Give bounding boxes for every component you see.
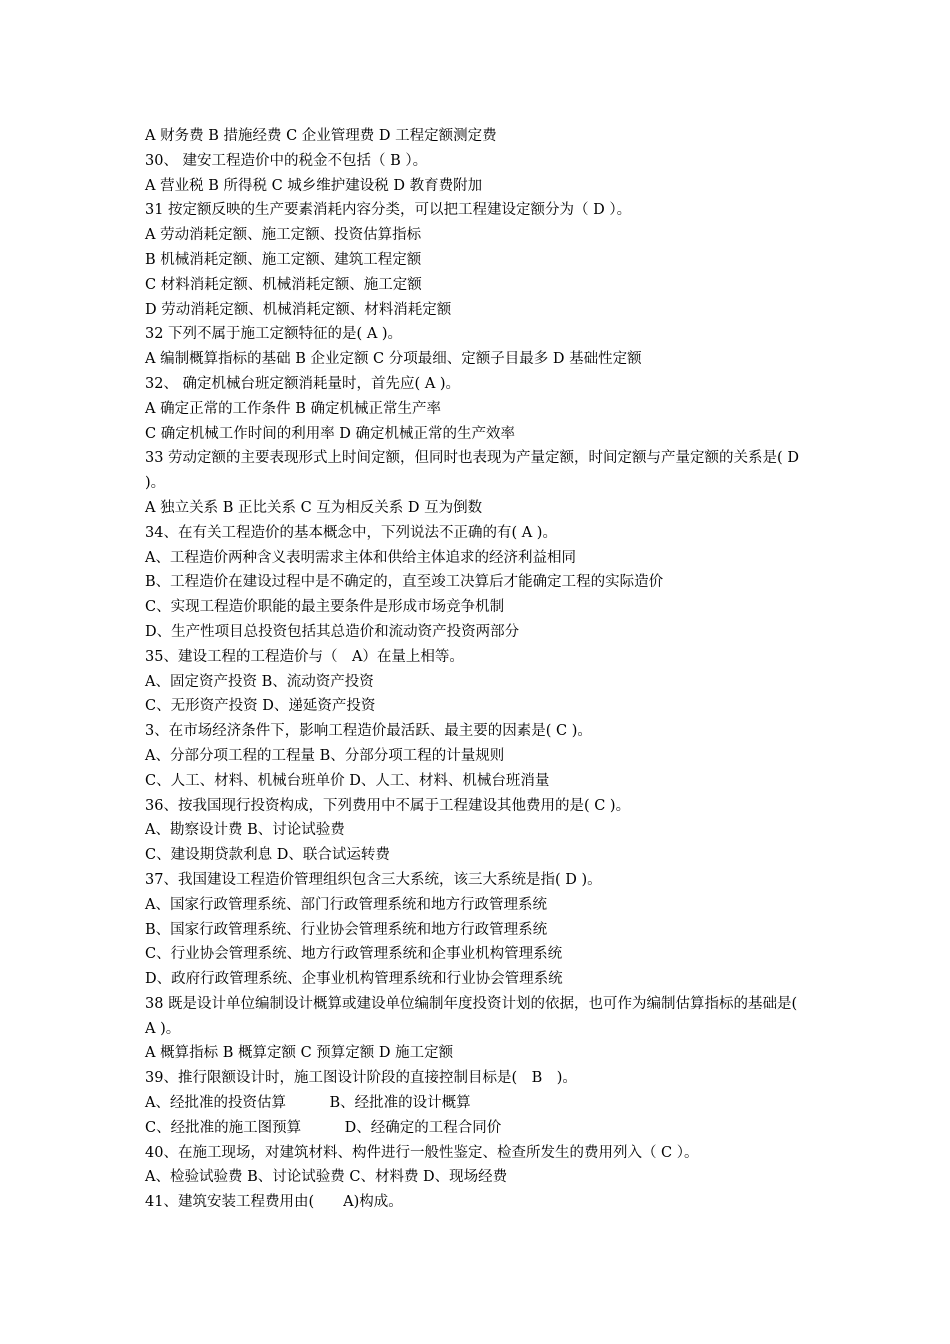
question-35: 35、建设工程的工程造价与（ A）在量上相等。: [145, 648, 464, 665]
option-b: B、国家行政管理系统、行业协会管理系统和地方行政管理系统: [145, 921, 548, 938]
question-37: 37、我国建设工程造价管理组织包含三大系统，该三大系统是指( D )。: [145, 871, 602, 888]
text-line: A 确定正常的工作条件 B 确定机械正常生产率: [145, 400, 441, 417]
question-36: 36、按我国现行投资构成，下列费用中不属于工程建设其他费用的是( C )。: [145, 797, 631, 814]
question-34: 34、在有关工程造价的基本概念中，下列说法不正确的有( A )。: [145, 524, 557, 541]
option-d: D、生产性项目总投资包括其总造价和流动资产投资两部分: [145, 623, 520, 640]
question-41: 41、建筑安装工程费用由( A)构成。: [145, 1194, 403, 1211]
question-40: 40、在施工现场，对建筑材料、构件进行一般性鉴定、检查所发生的费用列入（ C ）。: [145, 1144, 699, 1161]
option-d: D 劳动消耗定额、机械消耗定额、材料消耗定额: [145, 301, 452, 318]
option-c: C 材料消耗定额、机械消耗定额、施工定额: [145, 276, 422, 293]
text-line: A、勘察设计费 B、讨论试验费: [145, 822, 345, 839]
text-line: C、经批准的施工图预算 D、经确定的工程合同价: [145, 1119, 502, 1136]
text-line: C、建设期贷款利息 D、联合试运转费: [145, 847, 390, 864]
text-line: A、经批准的投资估算 B、经批准的设计概算: [145, 1095, 471, 1112]
question-32: 32 下列不属于施工定额特征的是( A )。: [145, 326, 403, 343]
option-a: A 劳动消耗定额、施工定额、投资估算指标: [145, 227, 422, 244]
option-a: A、国家行政管理系统、部门行政管理系统和地方行政管理系统: [145, 896, 547, 913]
text-line: A、分部分项工程的工程量 B、分部分项工程的计量规则: [145, 747, 505, 764]
option-a: A、工程造价两种含义表明需求主体和供给主体追求的经济利益相同: [145, 549, 576, 566]
text-line: C、无形资产投资 D、递延资产投资: [145, 698, 376, 715]
question-30: 30、 建安工程造价中的税金不包括（ B ）。: [145, 152, 428, 169]
question-31: 31 按定额反映的生产要素消耗内容分类，可以把工程建设定额分为（ D ）。: [145, 202, 632, 219]
text-line: A 营业税 B 所得税 C 城乡维护建设税 D 教育费附加: [145, 177, 483, 194]
option-b: B 机械消耗定额、施工定额、建筑工程定额: [145, 251, 422, 268]
text-line: A、检验试验费 B、讨论试验费 C、材料费 D、现场经费: [145, 1169, 508, 1186]
question-38: 38 既是设计单位编制设计概算或建设单位编制年度投资计划的依据，也可作为编制估算指标的基础是( A )。: [145, 995, 802, 1037]
question-33: 33 劳动定额的主要表现形式上时间定额，但同时也表现为产量定额，时间定额与产量定额的关系是( D )。: [145, 450, 804, 492]
question-3: 3、在市场经济条件下，影响工程造价最活跃、最主要的因素是( C )。: [145, 723, 592, 740]
text-line: C、人工、材料、机械台班单价 D、人工、材料、机械台班消量: [145, 772, 550, 789]
text-line: A 编制概算指标的基础 B 企业定额 C 分项最细、定额子目最多 D 基础性定额: [145, 351, 642, 368]
text-line: A 概算指标 B 概算定额 C 预算定额 D 施工定额: [145, 1045, 454, 1062]
question-32b: 32、 确定机械台班定额消耗量时，首先应( A )。: [145, 375, 461, 392]
text-line: C 确定机械工作时间的利用率 D 确定机械正常的生产效率: [145, 425, 516, 442]
option-c: C、实现工程造价职能的最主要条件是形成市场竞争机制: [145, 599, 505, 616]
text-line: A 独立关系 B 正比关系 C 互为相反关系 D 互为倒数: [145, 499, 483, 516]
question-39: 39、推行限额设计时，施工图设计阶段的直接控制目标是( B )。: [145, 1070, 577, 1087]
option-c: C、行业协会管理系统、地方行政管理系统和企事业机构管理系统: [145, 946, 563, 963]
document-body: [145, 124, 810, 1215]
text-line: A 财务费 B 措施经费 C 企业管理费 D 工程定额测定费: [145, 128, 497, 144]
option-b: B、工程造价在建设过程中是不确定的，直至竣工决算后才能确定工程的实际造价: [145, 574, 664, 591]
text-line: A、固定资产投资 B、流动资产投资: [145, 673, 374, 690]
option-d: D、政府行政管理系统、企事业机构管理系统和行业协会管理系统: [145, 971, 563, 988]
